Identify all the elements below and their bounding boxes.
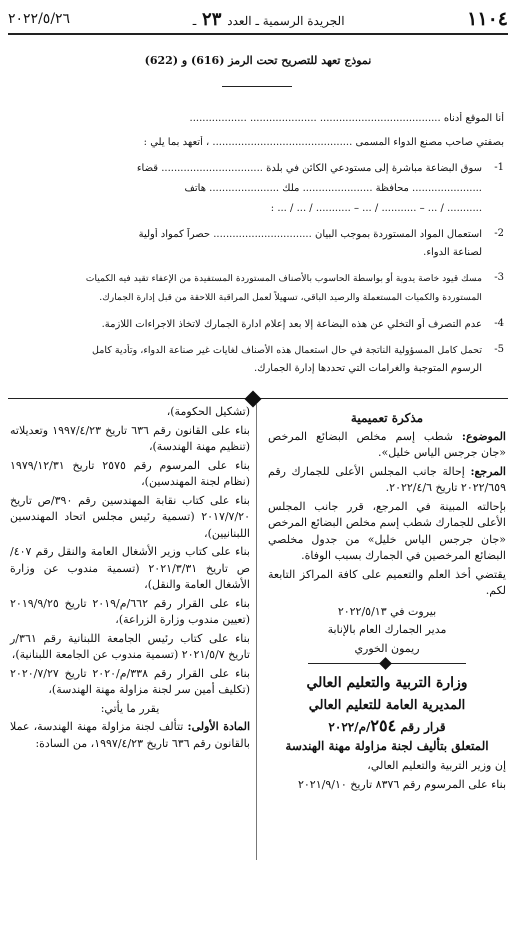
signer-name: ريمون الخوري (354, 641, 420, 655)
issue-date: ٢٠٢٢/٥/٢٦ (8, 11, 71, 27)
item-1-line-3: ........... / ... – ........... / ... – ........... / ... / ... : (270, 203, 482, 214)
preamble-line: بناء على القانون رقم ٦٣٦ تاريخ ١٩٩٧/٤/٢٣ وتعديلاته (تنظيم مهنة الهندسة)، (10, 423, 250, 453)
right-column (268, 404, 506, 795)
article-one: المادة الأولى: تتألف لجنة مزاولة مهنة الهندسة، عملا بالقانون رقم ٦٣٦ تاريخ ١٩٩٧/٤/٢٣، من السادة: (10, 720, 250, 750)
item-3-line-2: المستوردة والكميات المستعملة والرصيد الباقي، تسهيلاً لعمل المراقبة اللاحقة من قبل إدارة الجمارك. (99, 292, 482, 303)
preamble-line: بناء على المرسوم رقم ٢٥٧٥ تاريخ ١٩٧٩/١٢/٣١ (نظام لجنة المهندسين)، (10, 458, 250, 488)
column-divider (256, 404, 257, 860)
item-5-line-2: الرسوم المتوجبة والغرامات التي تحددها إدارة الجمارك. (254, 363, 482, 374)
memo-subject: الموضوع: شطب إسم مخلص البضائع المرخص «جان جرجس الياس خليل». (268, 429, 506, 459)
item-number: 4- (494, 318, 504, 329)
diamond-ornament-icon (379, 657, 392, 670)
item-1-line-2: ...................... محافظة ...................... ملك ...................... هاتف (184, 183, 482, 194)
directorate-name: المديرية العامة للتعليم العالي (308, 697, 466, 713)
page-number: ١١٠٤ (467, 8, 508, 30)
preamble-line: بناء على القرار رقم ٣٣٨/م/٢٠٢٠ تاريخ ٢٠٢٠/٧/٢٧ (تكليف أمين سر لجنة مزاولة مهنة الهندسة)، (10, 666, 250, 696)
preamble-line: بناء على كتاب وزير الأشغال العامة والنقل رقم ٤٠٧/ص تاريخ ٢٠٢١/٣/٣١ (تسمية مندوب عن وزارة الأشغال العامة والنقل)، (10, 545, 251, 591)
journal-name: الجريدة الرسمية ـ العدد (227, 13, 345, 28)
decision-basis: بناء على المرسوم رقم ٨٣٧٦ تاريخ ٢٠٢١/٩/١٠ (297, 777, 506, 791)
title-underline (222, 86, 292, 87)
item-5-line-1: تحمل كامل المسؤولية الناتجة في حال استعمال هذه الأصناف لغايات غير صناعة الدواء، وتأدية كامل (91, 345, 482, 356)
preamble-line: (تشكيل الحكومة)، (166, 405, 250, 418)
item-number: 2- (494, 228, 504, 239)
item-4-line-1: عدم التصرف أو التخلي عن هذه البضاعة إلا بعد إعلام ادارة الجمارك لاتخاذ الاجراءات اللازمة. (101, 319, 482, 330)
signer-title: مدير الجمارك العام بالإنابة (327, 623, 447, 636)
form-line-capacity: بصفتي صاحب مصنع الدواء المسمى ............................................ ، أتعهد بما يلي : (143, 137, 504, 148)
memo-title: مذكرة تعميمية (350, 411, 424, 425)
decision-intro: إن وزير التربية والتعليم العالي، (367, 759, 506, 772)
decision-subject: المتعلق بتأليف لجنة مزاولة مهنة الهندسة (285, 738, 489, 753)
issue-number: ٢٣ (202, 8, 222, 30)
preamble-line: بناء على القرار رقم ٦٦٢/م/٢٠١٩ تاريخ ٢٠١٩/٩/٢٥ (تعيين مندوب وزارة الزراعة)، (10, 596, 250, 626)
section-separator (8, 396, 508, 402)
preamble-line: بناء على كتاب نقابة المهندسين رقم ٣٩٠/ص تاريخ ٢٠١٧/٧/٢٠ (تسمية رئيس مجلس اتحاد المهندسين اللبنانيين)، (10, 493, 250, 540)
item-1-line-1: سوق البضاعة مباشرة إلى مستودعي الكائن في بلدة ................................ قضاء (136, 163, 482, 174)
item-number: 1- (494, 162, 504, 173)
decides-heading: يقرر ما يأتي: (100, 701, 160, 715)
item-2-line-2: لصناعة الدواء. (423, 247, 482, 258)
header-rule (8, 33, 508, 35)
section-separator (268, 659, 506, 669)
item-number: 3- (494, 272, 504, 283)
memo-body: بإحالته المبينة في المرجع، قرر جانب المجلس الأعلى للجمارك شطب إسم مخلص البضائع المرخص «جان جرجس الياس خليل» من جدول مخلصي البضائع المرخصين في الجمارك بسبب الوفاة. (268, 499, 506, 562)
decision-number: قرار رقم ٢٥٤/م/٢٠٢٢ (328, 716, 446, 735)
item-2-line-1: استعمال المواد المستوردة بموجب البيان ............................... حصراً كمواد أولية (138, 229, 482, 240)
journal-issue: الجريدة الرسمية ـ العدد ٢٣ ـ (192, 8, 345, 30)
place-date: بيروت في ٢٠٢٢/٥/١٣ (337, 604, 437, 618)
memo-reference: المرجع: إحالة جانب المجلس الأعلى للجمارك رقم ٢٠٢٢/٦٥٩ تاريخ ٢٠٢٢/٤/٦. (268, 464, 506, 494)
item-number: 5- (494, 344, 504, 355)
ministry-name: وزارة التربية والتعليم العالي (306, 675, 468, 691)
page-header (8, 6, 508, 32)
form-line-signatory: أنا الموقع أدناه ...................................... ..................... .................. (189, 113, 504, 124)
form-title: نموذج تعهد للتصريح تحت الرمز (616) و (622) (144, 54, 372, 67)
left-column (10, 404, 250, 754)
memo-body-2: يقتضي أخذ العلم والتعميم على كافة المراكز التابعة لكم. (268, 567, 506, 597)
preamble-line: بناء على كتاب رئيس الجامعة اللبنانية رقم ٣٦١/ر تاريخ ٢٠٢١/٥/٧ (تسمية مندوب عن الجامعة اللبنانية)، (10, 631, 250, 661)
item-3-line-1: مسك قيود خاصة يدوية أو بواسطة الحاسوب بالأصناف المستوردة المستفيدة من الإعفاء تقيد فيه الكميات (85, 273, 482, 284)
